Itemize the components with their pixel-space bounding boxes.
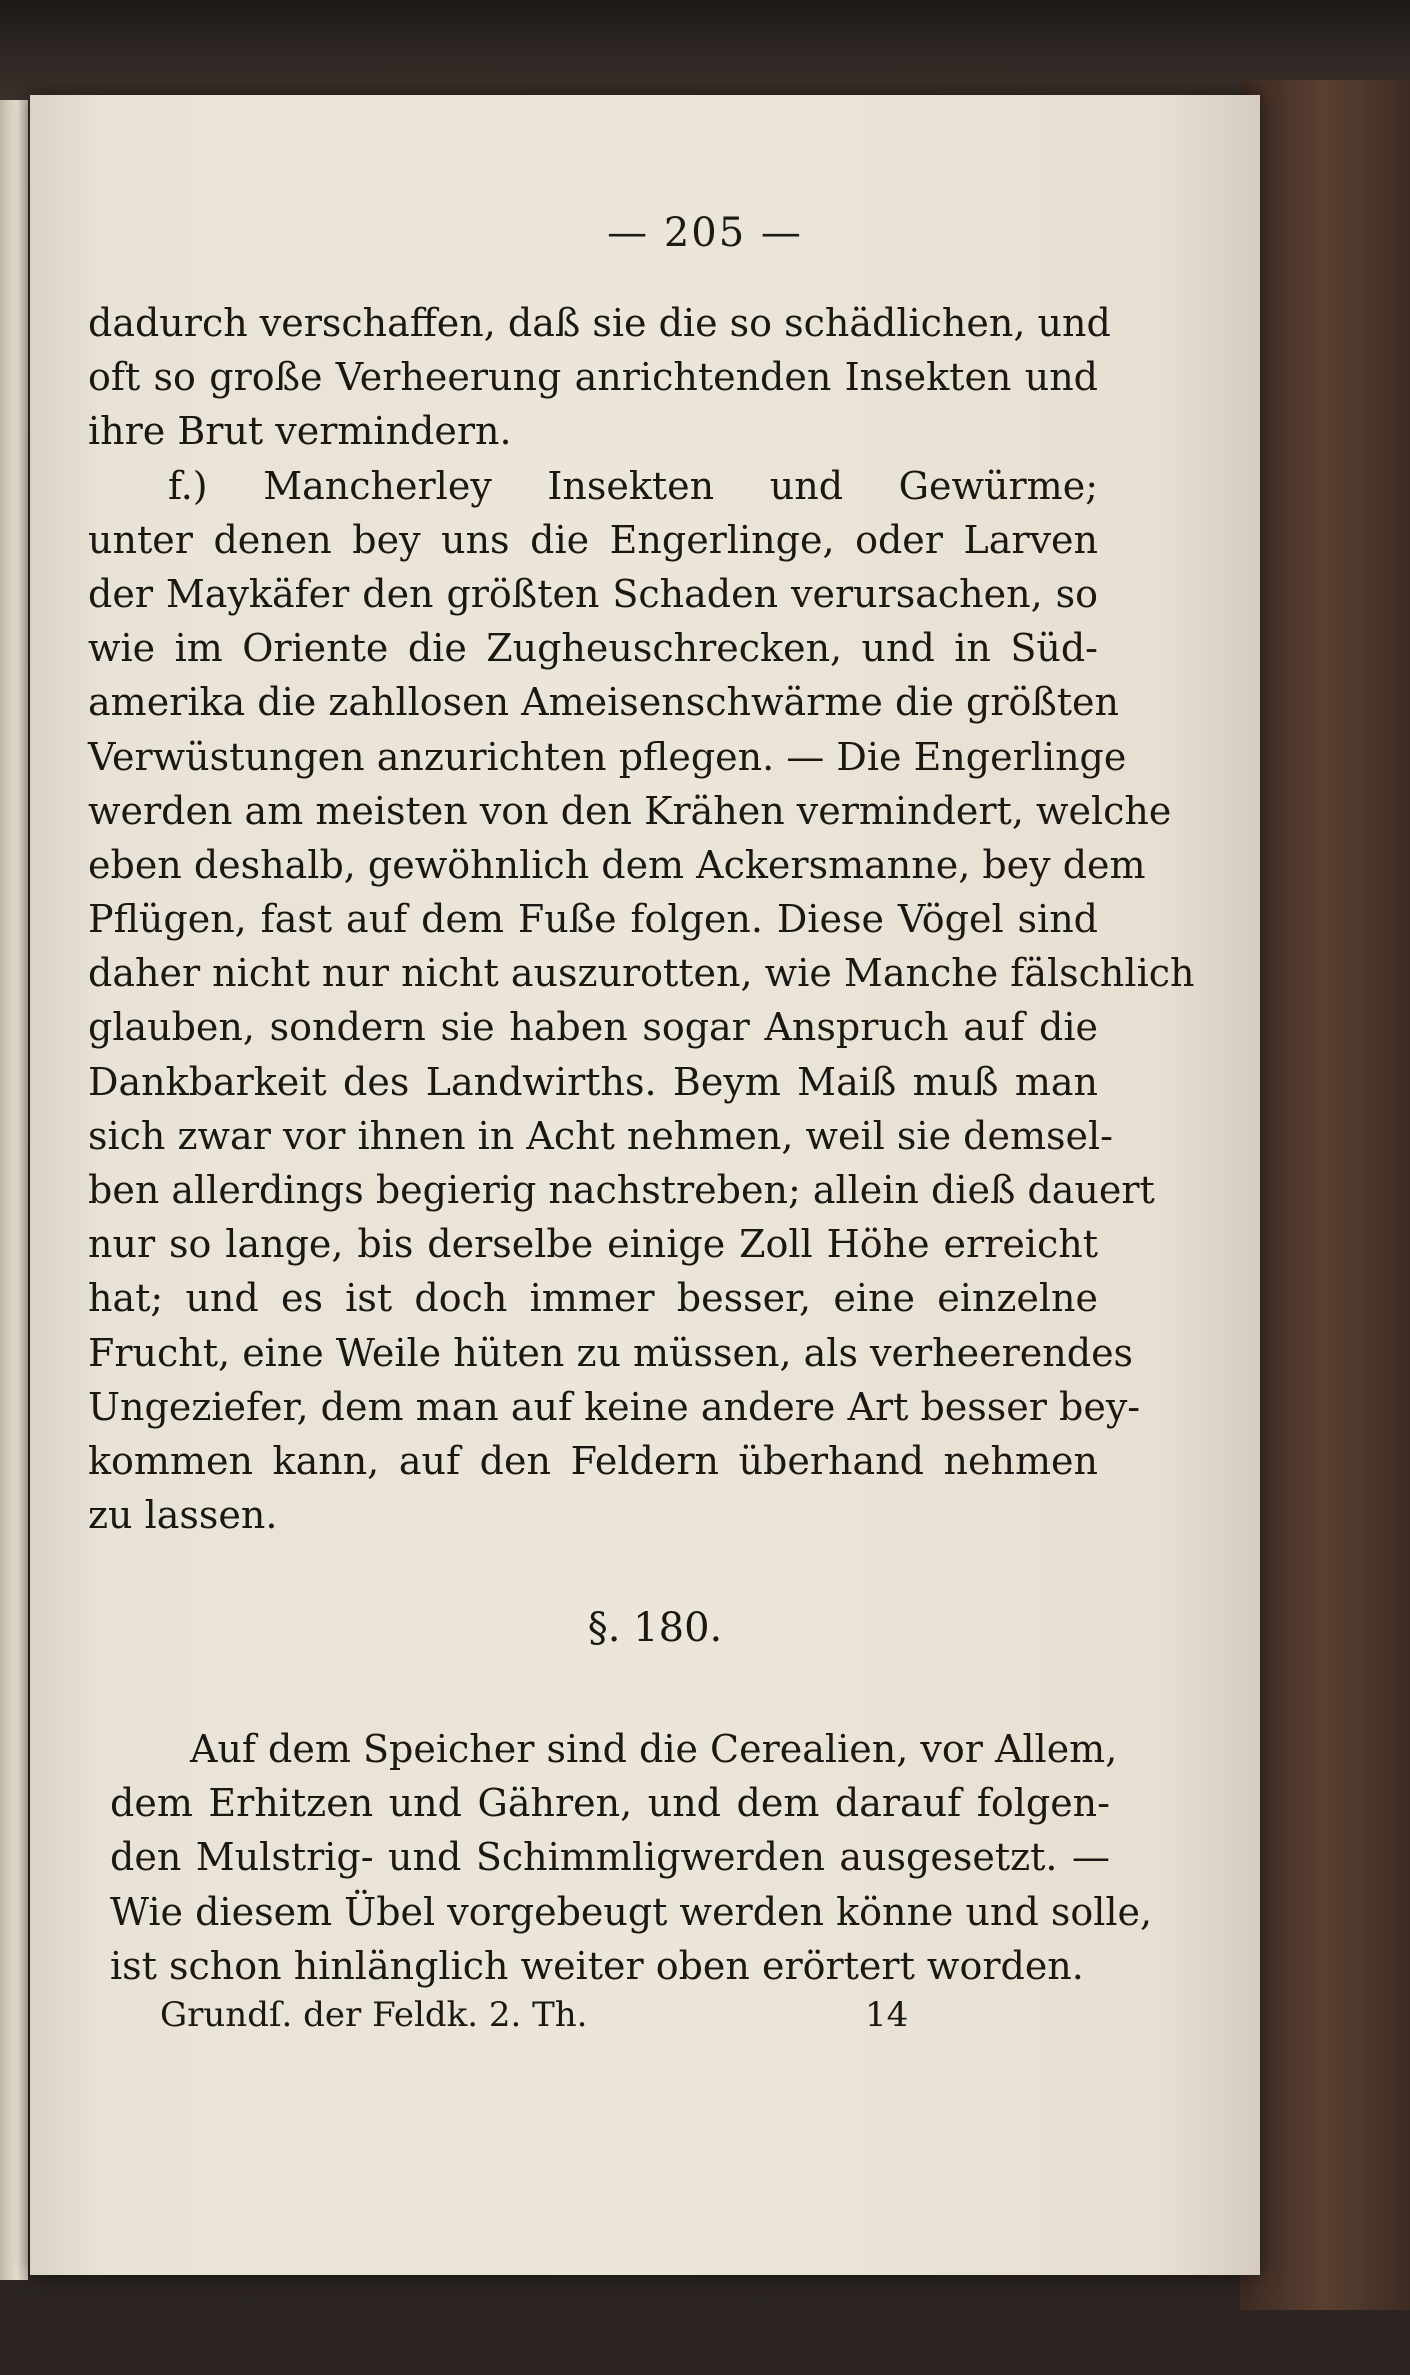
text-line: Wie diesem Übel vorgebeugt werden könne und solle, (110, 1889, 1153, 1934)
text-line: zu lassen. (88, 1493, 278, 1538)
text-line: hat; und es ist doch immer besser, eine einzelne (88, 1276, 1098, 1321)
book-cover-edge (1240, 80, 1410, 2310)
text-line: ihre Brut vermindern. (88, 409, 512, 454)
text-line: Dankbarkeit des Landwirths. Beym Maiß muß man (88, 1059, 1098, 1104)
text-line: Pflügen, fast auf dem Fuße folgen. Diese Vögel sind (88, 897, 1098, 942)
text-line: glauben, sondern sie haben sogar Anspruch auf die (88, 1005, 1098, 1050)
text-line: Verwüstungen anzurichten pflegen. — Die Engerlinge (88, 734, 1127, 779)
text-line: kommen kann, auf den Feldern überhand nehmen (88, 1438, 1098, 1483)
signature-mark: 14 (865, 1995, 909, 2035)
text-line: Auf dem Speicher sind die Cerealien, vor Allem, (190, 1727, 1118, 1771)
text-line: dem Erhitzen und Gähren, und dem darauf folgen- (110, 1781, 1110, 1826)
text-line: eben deshalb, gewöhnlich dem Ackersmanne, bey dem (88, 842, 1146, 887)
text-line: f.) Mancherley Insekten und Gewürme; (168, 463, 1098, 508)
text-line: ben allerdings begierig nachstreben; allein dieß dauert (88, 1168, 1155, 1212)
text-line: ist schon hinlänglich weiter oben erörtert worden. (110, 1943, 1084, 1988)
paragraph-2 (110, 1722, 1153, 1993)
text-line: amerika die zahllosen Ameisenschwärme die größten (88, 680, 1119, 725)
text-line: Ungeziefer, dem man auf keine andere Art besser bey- (88, 1384, 1141, 1429)
text-line: dadurch verschaffen, daß sie die so schädlichen, und (88, 301, 1111, 345)
text-line: unter denen bey uns die Engerlinge, oder Larven (88, 517, 1098, 562)
text-line: oft so große Verheerung anrichtenden Insekten und (88, 355, 1098, 400)
footer-title: Grundſ. der Feldk. 2. Th. (160, 1995, 588, 2035)
text-line: den Mulstrig- und Schimmligwerden ausgesetzt. — (110, 1835, 1110, 1880)
facing-page-edge (0, 100, 28, 2280)
paragraph-1 (88, 296, 1195, 1542)
text-line: der Maykäfer den größten Schaden verursachen, so (88, 571, 1098, 616)
text-line: Frucht, eine Weile hüten zu müssen, als verheerendes (88, 1330, 1134, 1375)
text-line: daher nicht nur nicht auszurotten, wie Manche fälschlich (88, 951, 1195, 996)
page-number: — 205 — (607, 210, 803, 256)
section-heading: §. 180. (587, 1605, 723, 1651)
text-line: nur so lange, bis derselbe einige Zoll Höhe erreicht (88, 1222, 1098, 1267)
text-line: wie im Oriente die Zugheuschrecken, und in Süd- (88, 626, 1098, 671)
text-line: werden am meisten von den Krähen vermindert, welche (88, 788, 1172, 833)
text-line: sich zwar vor ihnen in Acht nehmen, weil sie demsel- (88, 1113, 1113, 1158)
